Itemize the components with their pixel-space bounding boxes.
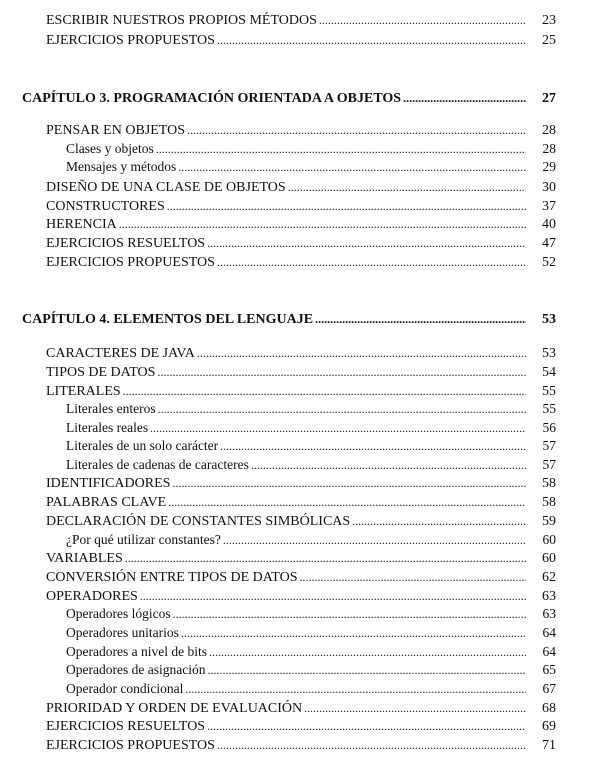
toc-chapter-heading bbox=[22, 310, 556, 328]
toc-page-number: 37 bbox=[542, 199, 556, 214]
toc-page-number: 58 bbox=[542, 495, 556, 510]
toc-entry bbox=[66, 437, 556, 455]
toc-entry-title: Operadores unitarios bbox=[66, 625, 179, 640]
toc-entry-title: Literales enteros bbox=[66, 401, 156, 416]
toc-entry-title: CONSTRUCTORES bbox=[46, 199, 165, 214]
toc-entry-title: EJERCICIOS PROPUESTOS bbox=[46, 738, 215, 753]
toc-entry-title: Operadores de asignación bbox=[66, 662, 206, 677]
toc-page-number: 59 bbox=[542, 514, 556, 529]
dot-leader bbox=[172, 474, 526, 492]
dot-leader bbox=[150, 419, 526, 437]
toc-entry-title: DECLARACIÓN DE CONSTANTES SIMBÓLICAS bbox=[46, 514, 351, 529]
toc-entry bbox=[46, 587, 556, 605]
dot-leader bbox=[207, 717, 526, 735]
toc-page-number: 64 bbox=[542, 625, 556, 640]
toc-entry bbox=[46, 493, 556, 511]
toc-entry bbox=[46, 363, 556, 381]
toc-page-number: 63 bbox=[542, 606, 556, 621]
toc-entry-title: Operador condicional bbox=[66, 681, 184, 696]
toc-entry bbox=[66, 140, 556, 158]
dot-leader bbox=[403, 89, 526, 107]
dot-leader bbox=[168, 493, 526, 511]
toc-entry-title: ¿Por qué utilizar constantes? bbox=[66, 532, 221, 547]
dot-leader bbox=[178, 158, 526, 176]
dot-leader bbox=[315, 310, 526, 328]
toc-entry bbox=[46, 549, 556, 567]
toc-entry-title: PALABRAS CLAVE bbox=[46, 495, 167, 510]
toc-page-number: 25 bbox=[542, 33, 556, 48]
dot-leader bbox=[173, 605, 526, 623]
toc-entry-title: EJERCICIOS PROPUESTOS bbox=[46, 33, 215, 48]
toc-entry bbox=[66, 680, 556, 698]
dot-leader bbox=[123, 382, 526, 400]
toc-entry bbox=[66, 158, 556, 176]
toc-entry bbox=[46, 344, 556, 362]
toc-entry-title: CAPÍTULO 4. ELEMENTOS DEL LENGUAJE bbox=[22, 312, 314, 327]
toc-page-number: 30 bbox=[542, 180, 556, 195]
toc-page-number: 68 bbox=[542, 701, 556, 716]
toc-entry bbox=[66, 661, 556, 679]
toc-page-number: 54 bbox=[542, 365, 556, 380]
dot-leader bbox=[157, 363, 526, 381]
toc-page-number: 65 bbox=[542, 662, 556, 677]
toc-entry-title: Literales de cadenas de caracteres bbox=[66, 457, 249, 472]
toc-entry-title: Operadores a nivel de bits bbox=[66, 644, 207, 659]
dot-leader bbox=[251, 456, 526, 474]
toc-entry-title: VARIABLES bbox=[46, 551, 123, 566]
toc-entry bbox=[46, 121, 556, 139]
toc-entry-title: Literales reales bbox=[66, 420, 149, 435]
toc-entry bbox=[46, 11, 556, 29]
toc-page-number: 64 bbox=[542, 644, 556, 659]
toc-entry bbox=[46, 215, 556, 233]
toc-entry-title: Mensajes y métodos bbox=[66, 159, 177, 174]
toc-entry bbox=[46, 31, 556, 49]
dot-leader bbox=[187, 121, 526, 139]
dot-leader bbox=[140, 587, 526, 605]
toc-entry bbox=[46, 717, 556, 735]
toc-entry bbox=[46, 178, 556, 196]
dot-leader bbox=[300, 568, 526, 586]
dot-leader bbox=[119, 215, 526, 233]
toc-page-number: 69 bbox=[542, 719, 556, 734]
toc-entry bbox=[66, 400, 556, 418]
toc-entry-title: CAPÍTULO 3. PROGRAMACIÓN ORIENTADA A OBJETOS bbox=[22, 91, 402, 106]
toc-entry-title: EJERCICIOS PROPUESTOS bbox=[46, 255, 215, 270]
toc-page-number: 71 bbox=[542, 738, 556, 753]
toc-entry bbox=[46, 197, 556, 215]
toc-entry bbox=[66, 456, 556, 474]
toc-entry bbox=[66, 531, 556, 549]
toc-entry bbox=[66, 419, 556, 437]
dot-leader bbox=[220, 437, 526, 455]
toc-page-number: 62 bbox=[542, 570, 556, 585]
toc-entry bbox=[66, 605, 556, 623]
toc-page-number: 53 bbox=[542, 346, 556, 361]
toc-entry-title: CARACTERES DE JAVA bbox=[46, 346, 195, 361]
toc-entry-title: LITERALES bbox=[46, 384, 121, 399]
toc-entry-title: Operadores lógicos bbox=[66, 606, 171, 621]
dot-leader bbox=[185, 680, 526, 698]
toc-page-number: 28 bbox=[542, 141, 556, 156]
toc-page-number: 60 bbox=[542, 532, 556, 547]
toc-page-number: 55 bbox=[542, 384, 556, 399]
dot-leader bbox=[197, 344, 526, 362]
toc-entry bbox=[46, 474, 556, 492]
toc-page-number: 67 bbox=[542, 681, 556, 696]
toc-entry bbox=[46, 253, 556, 271]
toc-page-number: 56 bbox=[542, 420, 556, 435]
dot-leader bbox=[181, 624, 526, 642]
toc-page-number: 63 bbox=[542, 589, 556, 604]
toc-entry-title: CONVERSIÓN ENTRE TIPOS DE DATOS bbox=[46, 570, 298, 585]
toc-entry-title: OPERADORES bbox=[46, 589, 138, 604]
toc-entry bbox=[46, 736, 556, 754]
toc-entry bbox=[46, 382, 556, 400]
toc-page-number: 57 bbox=[542, 457, 556, 472]
dot-leader bbox=[352, 512, 526, 530]
toc-page-number: 23 bbox=[542, 13, 556, 28]
toc-entry bbox=[46, 568, 556, 586]
dot-leader bbox=[217, 736, 526, 754]
toc-page-number: 28 bbox=[542, 123, 556, 138]
toc-page-number: 52 bbox=[542, 255, 556, 270]
toc-entry-title: PRIORIDAD Y ORDEN DE EVALUACIÓN bbox=[46, 701, 303, 716]
toc-page-number: 58 bbox=[542, 476, 556, 491]
toc-chapter-heading bbox=[22, 89, 556, 107]
toc-entry-title: EJERCICIOS RESUELTOS bbox=[46, 236, 206, 251]
toc-entry-title: HERENCIA bbox=[46, 217, 117, 232]
dot-leader bbox=[156, 140, 526, 158]
dot-leader bbox=[288, 178, 526, 196]
toc-entry bbox=[46, 234, 556, 252]
dot-leader bbox=[158, 400, 526, 418]
dot-leader bbox=[167, 197, 526, 215]
toc-entry-title: DISEÑO DE UNA CLASE DE OBJETOS bbox=[46, 180, 286, 195]
toc-entry-title: IDENTIFICADORES bbox=[46, 476, 171, 491]
dot-leader bbox=[304, 699, 526, 717]
toc-entry bbox=[46, 512, 556, 530]
dot-leader bbox=[223, 531, 526, 549]
toc-page-number: 40 bbox=[542, 217, 556, 232]
toc-entry bbox=[66, 643, 556, 661]
toc-page-number: 47 bbox=[542, 236, 556, 251]
toc-entry bbox=[66, 624, 556, 642]
toc-entry-title: Literales de un solo carácter bbox=[66, 438, 219, 453]
dot-leader bbox=[207, 234, 526, 252]
toc-entry-title: PENSAR EN OBJETOS bbox=[46, 123, 185, 138]
dot-leader bbox=[207, 661, 526, 679]
toc-entry-title: TIPOS DE DATOS bbox=[46, 365, 156, 380]
toc-entry bbox=[46, 699, 556, 717]
toc-entry-title: Clases y objetos bbox=[66, 141, 154, 156]
toc-entry-title: EJERCICIOS RESUELTOS bbox=[46, 719, 206, 734]
toc-page-number: 57 bbox=[542, 438, 556, 453]
toc-page-number: 29 bbox=[542, 159, 556, 174]
toc-page-number: 60 bbox=[542, 551, 556, 566]
dot-leader bbox=[125, 549, 526, 567]
toc-page-number: 55 bbox=[542, 401, 556, 416]
dot-leader bbox=[217, 31, 526, 49]
dot-leader bbox=[319, 11, 526, 29]
toc-page-number: 53 bbox=[542, 312, 556, 327]
dot-leader bbox=[209, 643, 526, 661]
dot-leader bbox=[217, 253, 526, 271]
toc-page-number: 27 bbox=[542, 91, 556, 106]
toc-entry-title: ESCRIBIR NUESTROS PROPIOS MÉTODOS bbox=[46, 13, 317, 28]
